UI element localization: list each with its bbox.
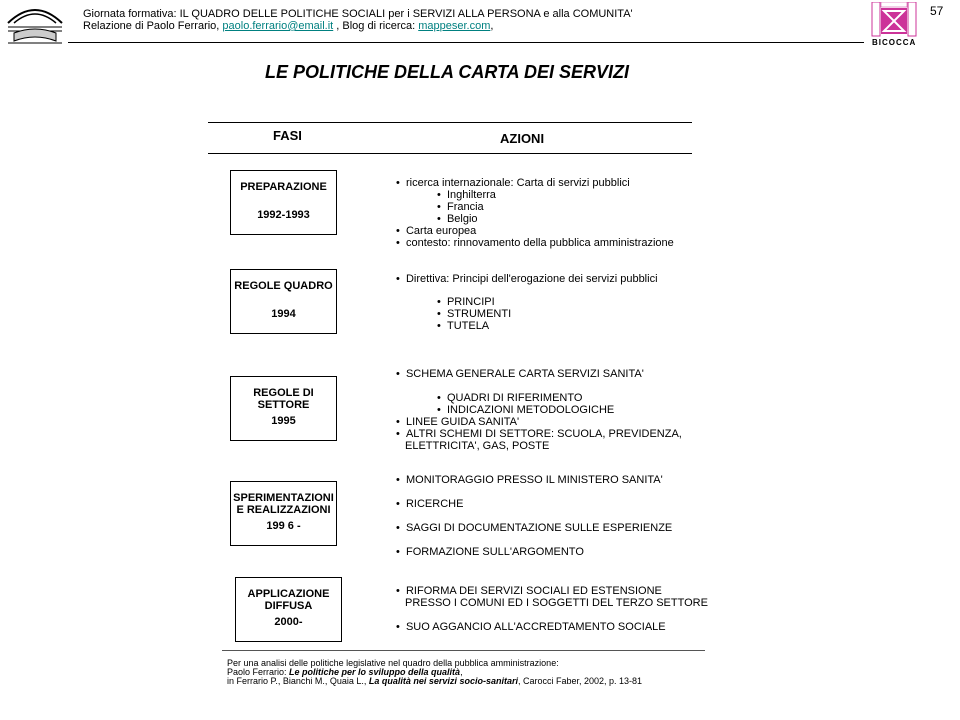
phase-year: 1995 bbox=[271, 415, 296, 427]
bullet-icon: • bbox=[437, 392, 447, 404]
phase-box bbox=[235, 577, 342, 642]
phase-year: 199 6 - bbox=[266, 520, 301, 532]
action-text: ricerca internazionale: Carta di servizi pubblici bbox=[405, 177, 630, 189]
action-item bbox=[437, 189, 496, 201]
email-link[interactable]: paolo.ferrario@email.it bbox=[222, 20, 334, 32]
action-item bbox=[437, 296, 495, 308]
bullet-icon: • bbox=[437, 320, 447, 332]
action-text: contesto: rinnovamento della pubblica amministrazione bbox=[405, 237, 674, 249]
phase-year: 1992-1993 bbox=[257, 209, 310, 221]
bullet-icon: • bbox=[437, 189, 447, 201]
action-text: INDICAZIONI METODOLOGICHE bbox=[446, 404, 615, 416]
table-top-rule bbox=[208, 122, 692, 123]
blog-label: , Blog di ricerca: bbox=[333, 20, 419, 32]
action-text: Direttiva: Principi dell'erogazione dei servizi pubblici bbox=[405, 273, 658, 285]
action-item bbox=[396, 428, 682, 440]
author-text: Relazione di Paolo Ferrario, bbox=[83, 20, 223, 32]
header-divider bbox=[68, 42, 864, 43]
action-item bbox=[396, 597, 708, 609]
action-text: LINEE GUIDA SANITA' bbox=[405, 416, 520, 428]
footer-line1: Per una analisi delle politiche legislative nel quadro della pubblica amministrazione: bbox=[227, 658, 559, 668]
action-item bbox=[396, 621, 666, 633]
bullet-icon: • bbox=[437, 296, 447, 308]
action-text: SUO AGGANCIO ALL'ACCREDTAMENTO SOCIALE bbox=[405, 621, 666, 633]
phase-box bbox=[230, 269, 337, 334]
bullet-icon: • bbox=[437, 213, 447, 225]
action-item bbox=[396, 177, 630, 189]
header-line1: Giornata formativa: IL QUADRO DELLE POLITICHE SOCIALI per i SERVIZI ALLA PERSONA e alla COMUNITA' bbox=[83, 8, 633, 20]
action-item bbox=[396, 416, 519, 428]
bullet-icon: • bbox=[396, 237, 406, 249]
action-text: SCHEMA GENERALE CARTA SERVIZI SANITA' bbox=[405, 368, 644, 380]
bullet-icon: • bbox=[396, 498, 406, 510]
bullet-icon: • bbox=[396, 368, 406, 380]
footer-publisher: , Carocci Faber, 2002, p. 13-81 bbox=[517, 676, 643, 686]
blog-link[interactable]: mappeser.com bbox=[418, 20, 491, 32]
action-item bbox=[396, 237, 674, 249]
comma: , bbox=[490, 20, 494, 32]
action-item bbox=[437, 404, 614, 416]
action-item bbox=[396, 225, 476, 237]
bullet-icon: • bbox=[396, 621, 406, 633]
action-item bbox=[396, 546, 584, 558]
footer-work-title: Le politiche per lo sviluppo della qualità bbox=[289, 667, 461, 677]
phase-box bbox=[230, 481, 337, 546]
action-text: STRUMENTI bbox=[446, 308, 512, 320]
bullet-icon: • bbox=[396, 225, 406, 237]
action-text: FORMAZIONE SULL'ARGOMENTO bbox=[405, 546, 584, 558]
action-item bbox=[396, 474, 663, 486]
action-text: PRESSO I COMUNI ED I SOGGETTI DEL TERZO SETTORE bbox=[405, 597, 708, 609]
logo-text: BICOCCA bbox=[872, 38, 917, 47]
phase-name: REGOLE QUADRO bbox=[234, 280, 333, 292]
bullet-icon: • bbox=[437, 201, 447, 213]
action-item bbox=[396, 585, 662, 597]
column-header-azioni: AZIONI bbox=[500, 131, 545, 146]
action-text: SAGGI DI DOCUMENTAZIONE SULLE ESPERIENZE bbox=[405, 522, 673, 534]
footer-editors: in Ferrario P., Bianchi M., Quaia L., bbox=[227, 676, 369, 686]
phase-year: 1994 bbox=[271, 308, 296, 320]
footer-author: Paolo Ferrario: bbox=[227, 667, 290, 677]
action-text: Francia bbox=[446, 201, 484, 213]
phase-name: PREPARAZIONE bbox=[240, 181, 327, 193]
action-text: QUADRI DI RIFERIMENTO bbox=[446, 392, 583, 404]
phase-box bbox=[230, 170, 337, 235]
action-item bbox=[396, 498, 463, 510]
phase-box bbox=[230, 376, 337, 441]
bullet-icon: • bbox=[396, 585, 406, 597]
footer-rule bbox=[222, 650, 705, 651]
phase-name: SPERIMENTAZIONI E REALIZZAZIONI bbox=[233, 492, 334, 516]
page-title: LE POLITICHE DELLA CARTA DEI SERVIZI bbox=[264, 62, 630, 82]
column-header-fasi: FASI bbox=[273, 128, 302, 143]
footer-book-title: La qualità nei servizi socio-sanitari bbox=[368, 676, 518, 686]
action-item bbox=[437, 392, 582, 404]
university-emblem-icon bbox=[871, 2, 919, 38]
bullet-icon: • bbox=[437, 308, 447, 320]
phase-name: REGOLE DI SETTORE bbox=[253, 387, 314, 411]
action-item bbox=[396, 273, 658, 285]
action-text: ELETTRICITA', GAS, POSTE bbox=[405, 440, 550, 452]
action-text: Inghilterra bbox=[446, 189, 496, 201]
table-header-rule bbox=[208, 153, 692, 154]
bullet-icon: • bbox=[396, 522, 406, 534]
action-item bbox=[437, 213, 478, 225]
action-text: TUTELA bbox=[446, 320, 490, 332]
footer-comma: , bbox=[460, 667, 463, 677]
bullet-icon: • bbox=[396, 416, 406, 428]
header-line2 bbox=[83, 20, 493, 32]
bullet-icon: • bbox=[396, 428, 406, 440]
bullet-icon: • bbox=[396, 273, 406, 285]
action-text: RICERCHE bbox=[405, 498, 464, 510]
action-text: Belgio bbox=[446, 213, 478, 225]
bicocca-logo bbox=[871, 2, 919, 48]
action-text: RIFORMA DEI SERVIZI SOCIALI ED ESTENSIONE bbox=[405, 585, 662, 597]
footer-line3 bbox=[227, 677, 642, 686]
action-text: MONITORAGGIO PRESSO IL MINISTERO SANITA' bbox=[405, 474, 663, 486]
bullet-icon: • bbox=[396, 177, 406, 189]
left-logo-icon bbox=[4, 3, 66, 45]
action-text: PRINCIPI bbox=[446, 296, 495, 308]
bullet-icon: • bbox=[396, 474, 406, 486]
action-item bbox=[437, 201, 484, 213]
action-item bbox=[396, 440, 549, 452]
page-number: 57 bbox=[930, 4, 944, 18]
action-item bbox=[396, 368, 644, 380]
bullet-icon: • bbox=[396, 546, 406, 558]
action-item bbox=[437, 308, 511, 320]
action-text: Carta europea bbox=[405, 225, 477, 237]
bullet-icon: • bbox=[437, 404, 447, 416]
action-item bbox=[396, 522, 672, 534]
action-text: ALTRI SCHEMI DI SETTORE: SCUOLA, PREVIDENZA, bbox=[405, 428, 682, 440]
phase-year: 2000- bbox=[274, 616, 303, 628]
action-item bbox=[437, 320, 489, 332]
phase-name: APPLICAZIONE DIFFUSA bbox=[247, 588, 330, 612]
